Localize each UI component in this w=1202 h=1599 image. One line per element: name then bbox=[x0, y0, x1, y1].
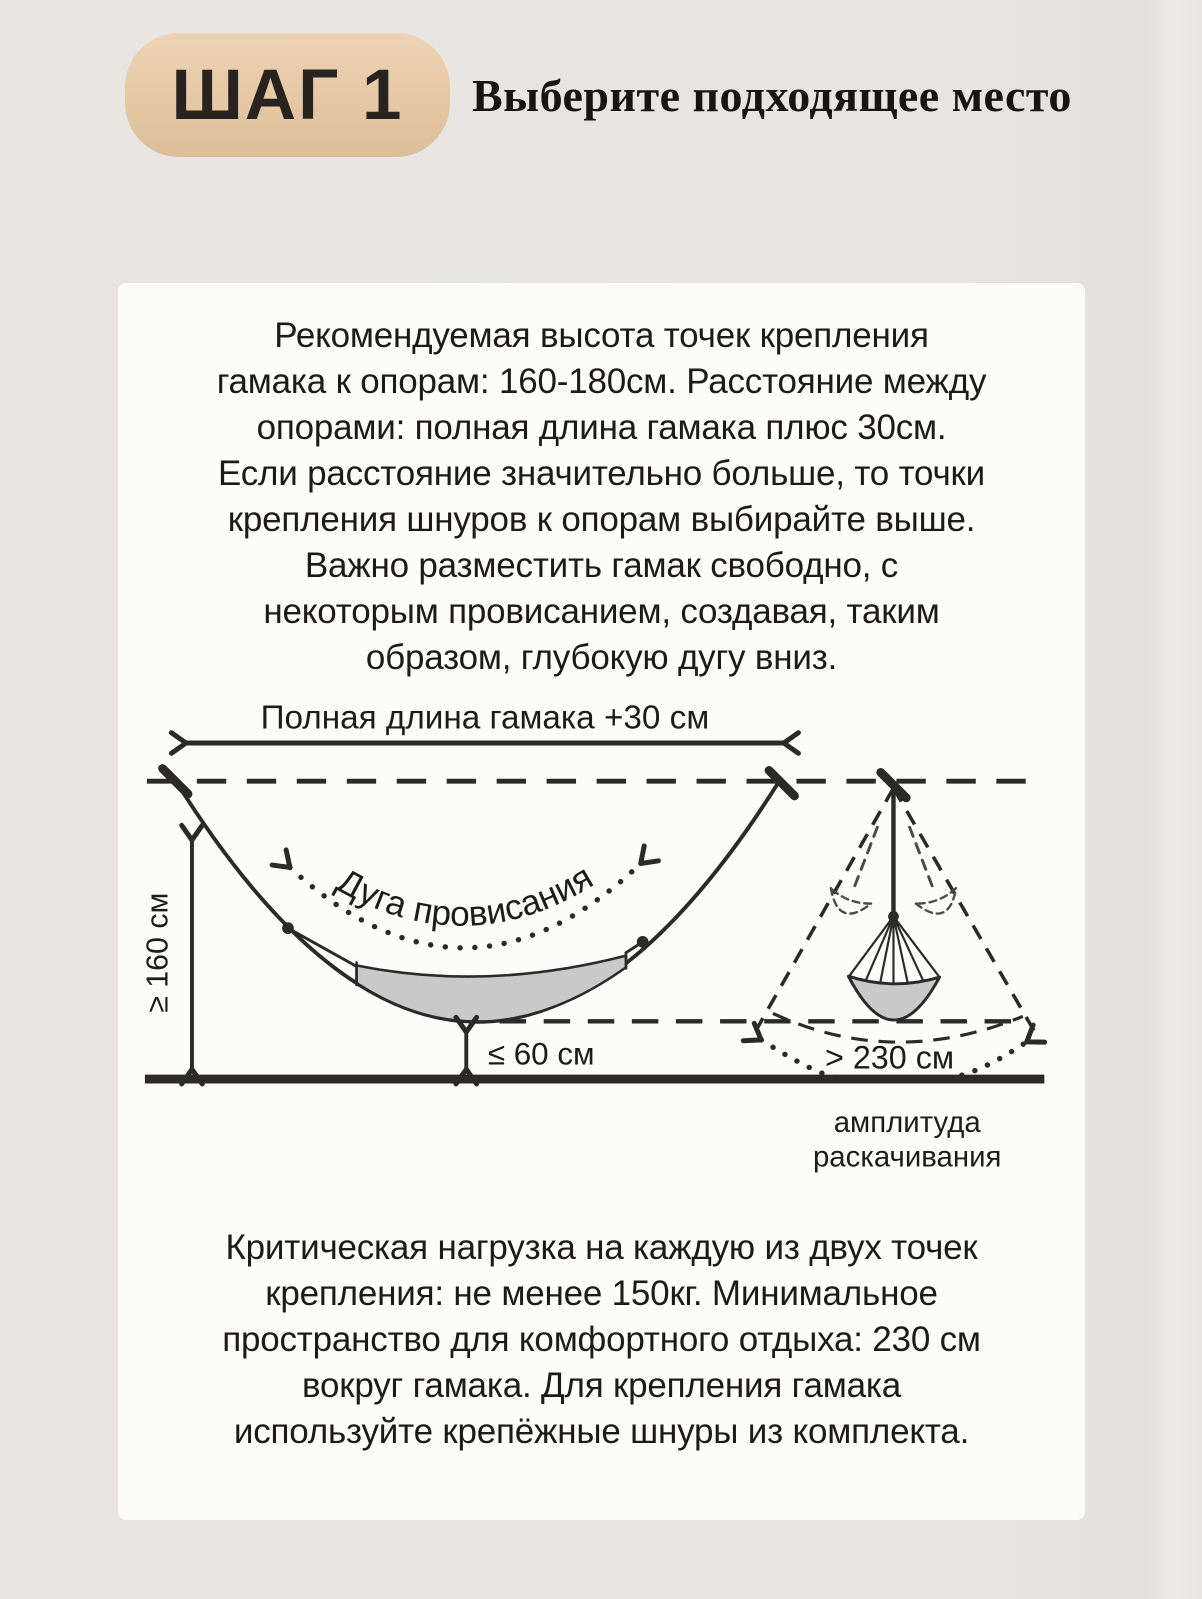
intro-line-3: опорами: полная длина гамака плюс 30см. bbox=[256, 408, 947, 447]
page-title: Выберите подходящее место bbox=[472, 69, 1072, 121]
hammock-end-view bbox=[848, 785, 939, 1020]
outro-line-5: используйте крепёжные шнуры из комплекта. bbox=[233, 1411, 970, 1451]
mounting-level-dashed-line bbox=[147, 768, 1039, 797]
amplitude-label-line1: амплитуда bbox=[833, 1105, 981, 1139]
full-length-label: Полная длина гамака +30 см bbox=[260, 699, 710, 737]
intro-line-4: Если расстояние значительно больше, то точки bbox=[217, 454, 986, 493]
intro-line-8: образом, глубокую дугу вниз. bbox=[365, 638, 838, 677]
clearance-label: ≤ 60 см bbox=[487, 1036, 595, 1072]
outro-line-1: Критическая нагрузка на каждую из двух точек bbox=[225, 1227, 978, 1267]
intro-line-5: крепления шнуров к опорам выбирайте выше. bbox=[227, 500, 976, 539]
swing-width-label: > 230 см bbox=[824, 1039, 955, 1076]
outro-line-4: вокруг гамака. Для крепления гамака bbox=[301, 1365, 901, 1405]
intro-line-1: Рекомендуемая высота точек крепления bbox=[274, 316, 929, 355]
step-badge-label: ШАГ 1 bbox=[171, 55, 404, 135]
ghost-hammock-right bbox=[824, 819, 897, 920]
sag-arc-label: Дуга провисания bbox=[330, 857, 600, 934]
intro-paragraph bbox=[141, 313, 1062, 681]
outro-line-2: крепления: не менее 150кг. Минимальное bbox=[265, 1273, 938, 1313]
intro-line-7: некоторым провисанием, создавая, таким bbox=[263, 592, 940, 631]
header bbox=[125, 33, 1072, 157]
instruction-card bbox=[118, 283, 1085, 1520]
step-badge bbox=[125, 33, 450, 157]
min-height-label: ≥ 160 см bbox=[141, 892, 175, 1013]
intro-line-6: Важно разместить гамак свободно, с bbox=[304, 546, 899, 585]
sag-arc bbox=[273, 838, 655, 948]
amplitude-label-line2: раскачивания bbox=[812, 1140, 1002, 1174]
ghost-hammock-left bbox=[890, 819, 963, 920]
hammock-installation-diagram bbox=[141, 695, 1062, 1185]
intro-line-2: гамака к опорам: 160-180см. Расстояние между bbox=[216, 362, 987, 401]
outro-paragraph bbox=[141, 1225, 1062, 1455]
outro-line-3: пространство для комфортного отдыха: 230 см bbox=[222, 1319, 981, 1359]
